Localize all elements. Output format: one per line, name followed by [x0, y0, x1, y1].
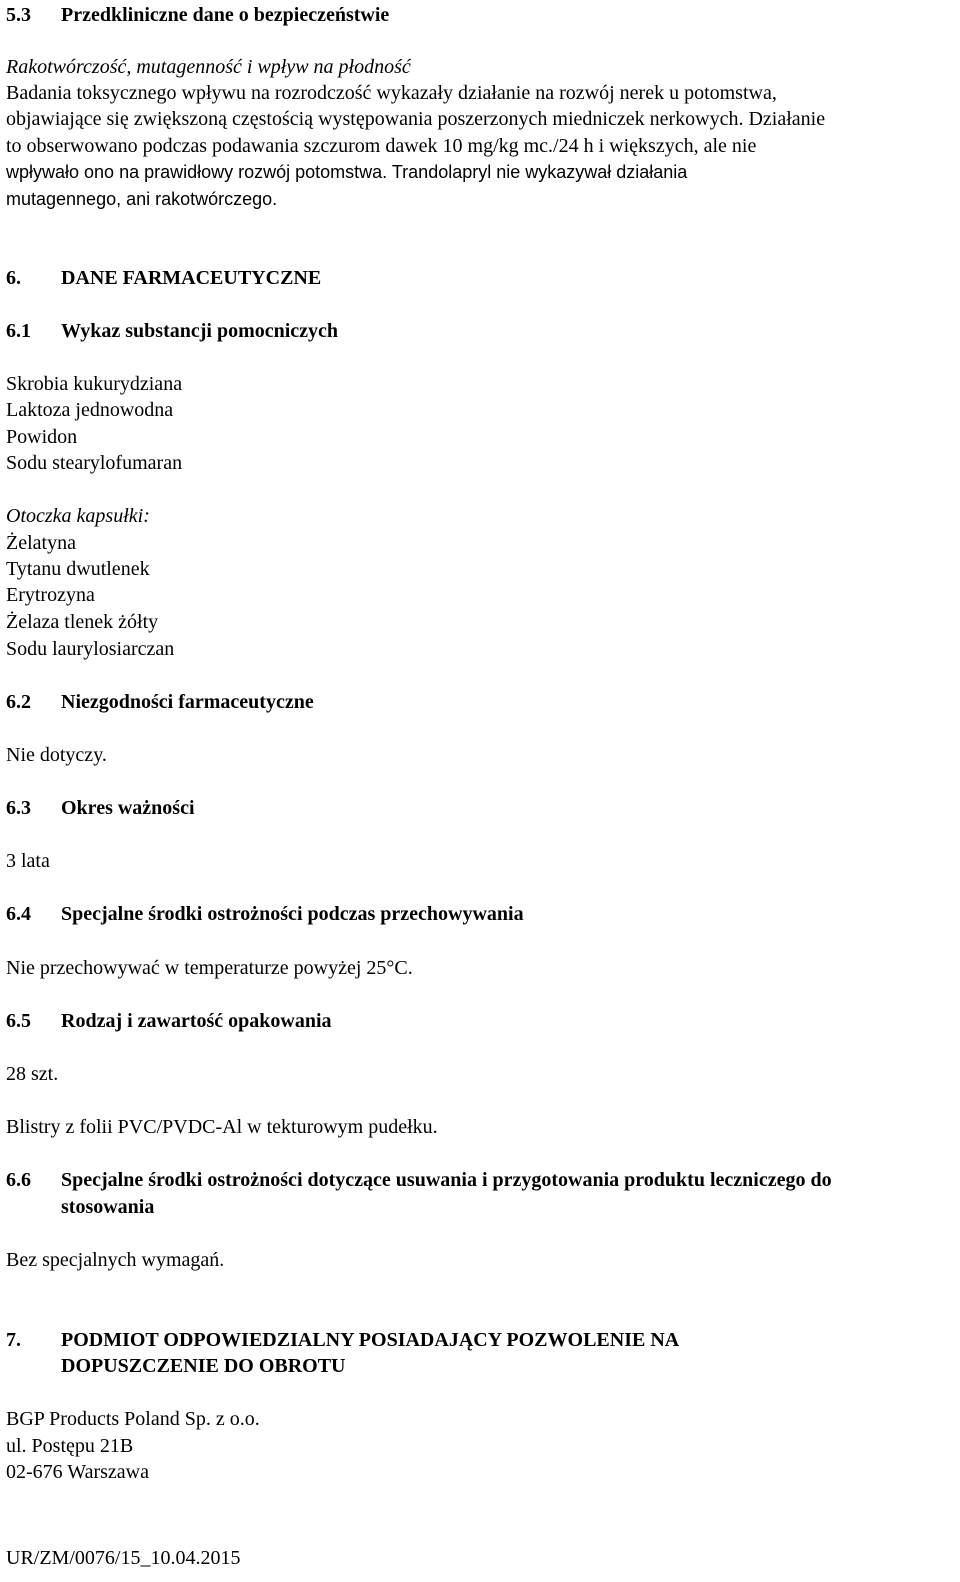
section-5-3-heading [6, 2, 389, 28]
excipient-item: Sodu stearylofumaran [6, 452, 183, 474]
section-number: 6.3 [6, 797, 31, 819]
paragraph-line: objawiające się zwiększoną częstością występowania poszerzonych miedniczek nerkowych. Działanie [6, 108, 826, 130]
section-6-2-heading [6, 689, 314, 715]
section-title-continuation: DOPUSZCZENIE DO OBROTU [61, 1355, 346, 1377]
section-title: Specjalne środki ostrożności podczas przechowywania [61, 903, 524, 925]
section-text: Nie dotyczy. [6, 744, 107, 766]
paragraph-line: wpływało ono na prawidłowy rozwój potomstwa. Trandolapryl nie wykazywał działania [6, 162, 688, 182]
excipient-item: Powidon [6, 426, 78, 448]
shell-item: Erytrozyna [6, 584, 95, 606]
section-text: Nie przechowywać w temperaturze powyżej 25°C. [6, 957, 413, 979]
excipient-item: Laktoza jednowodna [6, 399, 174, 421]
section-number: 6.4 [6, 903, 31, 925]
section-title: PODMIOT ODPOWIEDZIALNY POSIADAJĄCY POZWOLENIE NA [61, 1329, 680, 1351]
paragraph-line: to obserwowano podczas podawania szczurom dawek 10 mg/kg mc./24 h i większych, ale nie [6, 135, 757, 157]
section-number: 6. [6, 267, 21, 289]
shell-item: Żelaza tlenek żółty [6, 611, 159, 633]
section-title: Rodzaj i zawartość opakowania [61, 1010, 332, 1032]
section-title: Okres ważności [61, 797, 195, 819]
address-line: 02-676 Warszawa [6, 1461, 149, 1483]
section-title: Specjalne środki ostrożności dotyczące usuwania i przygotowania produktu leczniczego do [61, 1169, 832, 1191]
address-line: ul. Postępu 21B [6, 1435, 134, 1457]
section-number: 5.3 [6, 4, 31, 26]
section-6-5-heading [6, 1008, 332, 1034]
capsule-shell-heading: Otoczka kapsułki: [6, 505, 150, 527]
paragraph-line: mutagennego, ani rakotwórczego. [6, 189, 278, 209]
paragraph-line: Badania toksycznego wpływu na rozrodczość wykazały działanie na rozwój nerek u potomstwa, [6, 82, 777, 104]
section-7-heading [6, 1327, 679, 1353]
section-title: Niezgodności farmaceutyczne [61, 691, 314, 713]
section-title: DANE FARMACEUTYCZNE [61, 267, 322, 289]
shell-item: Żelatyna [6, 532, 76, 554]
excipient-item: Skrobia kukurydziana [6, 373, 183, 395]
footer-code: UR/ZM/0076/15_10.04.2015 [6, 1547, 241, 1569]
address-line: BGP Products Poland Sp. z o.o. [6, 1408, 260, 1430]
section-text: Blistry z folii PVC/PVDC-Al w tekturowym pudełku. [6, 1116, 438, 1138]
shell-item: Sodu laurylosiarczan [6, 638, 175, 660]
carcinogenicity-heading: Rakotwórczość, mutagenność i wpływ na płodność [6, 56, 411, 78]
section-text: Bez specjalnych wymagań. [6, 1249, 225, 1271]
section-title: Wykaz substancji pomocniczych [61, 320, 339, 342]
section-text: 3 lata [6, 850, 50, 872]
section-text: 28 szt. [6, 1063, 59, 1085]
section-6-1-heading [6, 318, 338, 344]
section-number: 6.2 [6, 691, 31, 713]
section-6-6-heading [6, 1167, 832, 1193]
section-title-continuation: stosowania [61, 1196, 155, 1218]
section-6-heading [6, 265, 321, 291]
section-number: 6.6 [6, 1169, 31, 1191]
section-number: 6.1 [6, 320, 31, 342]
section-6-4-heading [6, 901, 524, 927]
section-6-3-heading [6, 795, 195, 821]
shell-item: Tytanu dwutlenek [6, 558, 150, 580]
section-number: 6.5 [6, 1010, 31, 1032]
section-title: Przedkliniczne dane o bezpieczeństwie [61, 4, 390, 26]
section-number: 7. [6, 1329, 21, 1351]
